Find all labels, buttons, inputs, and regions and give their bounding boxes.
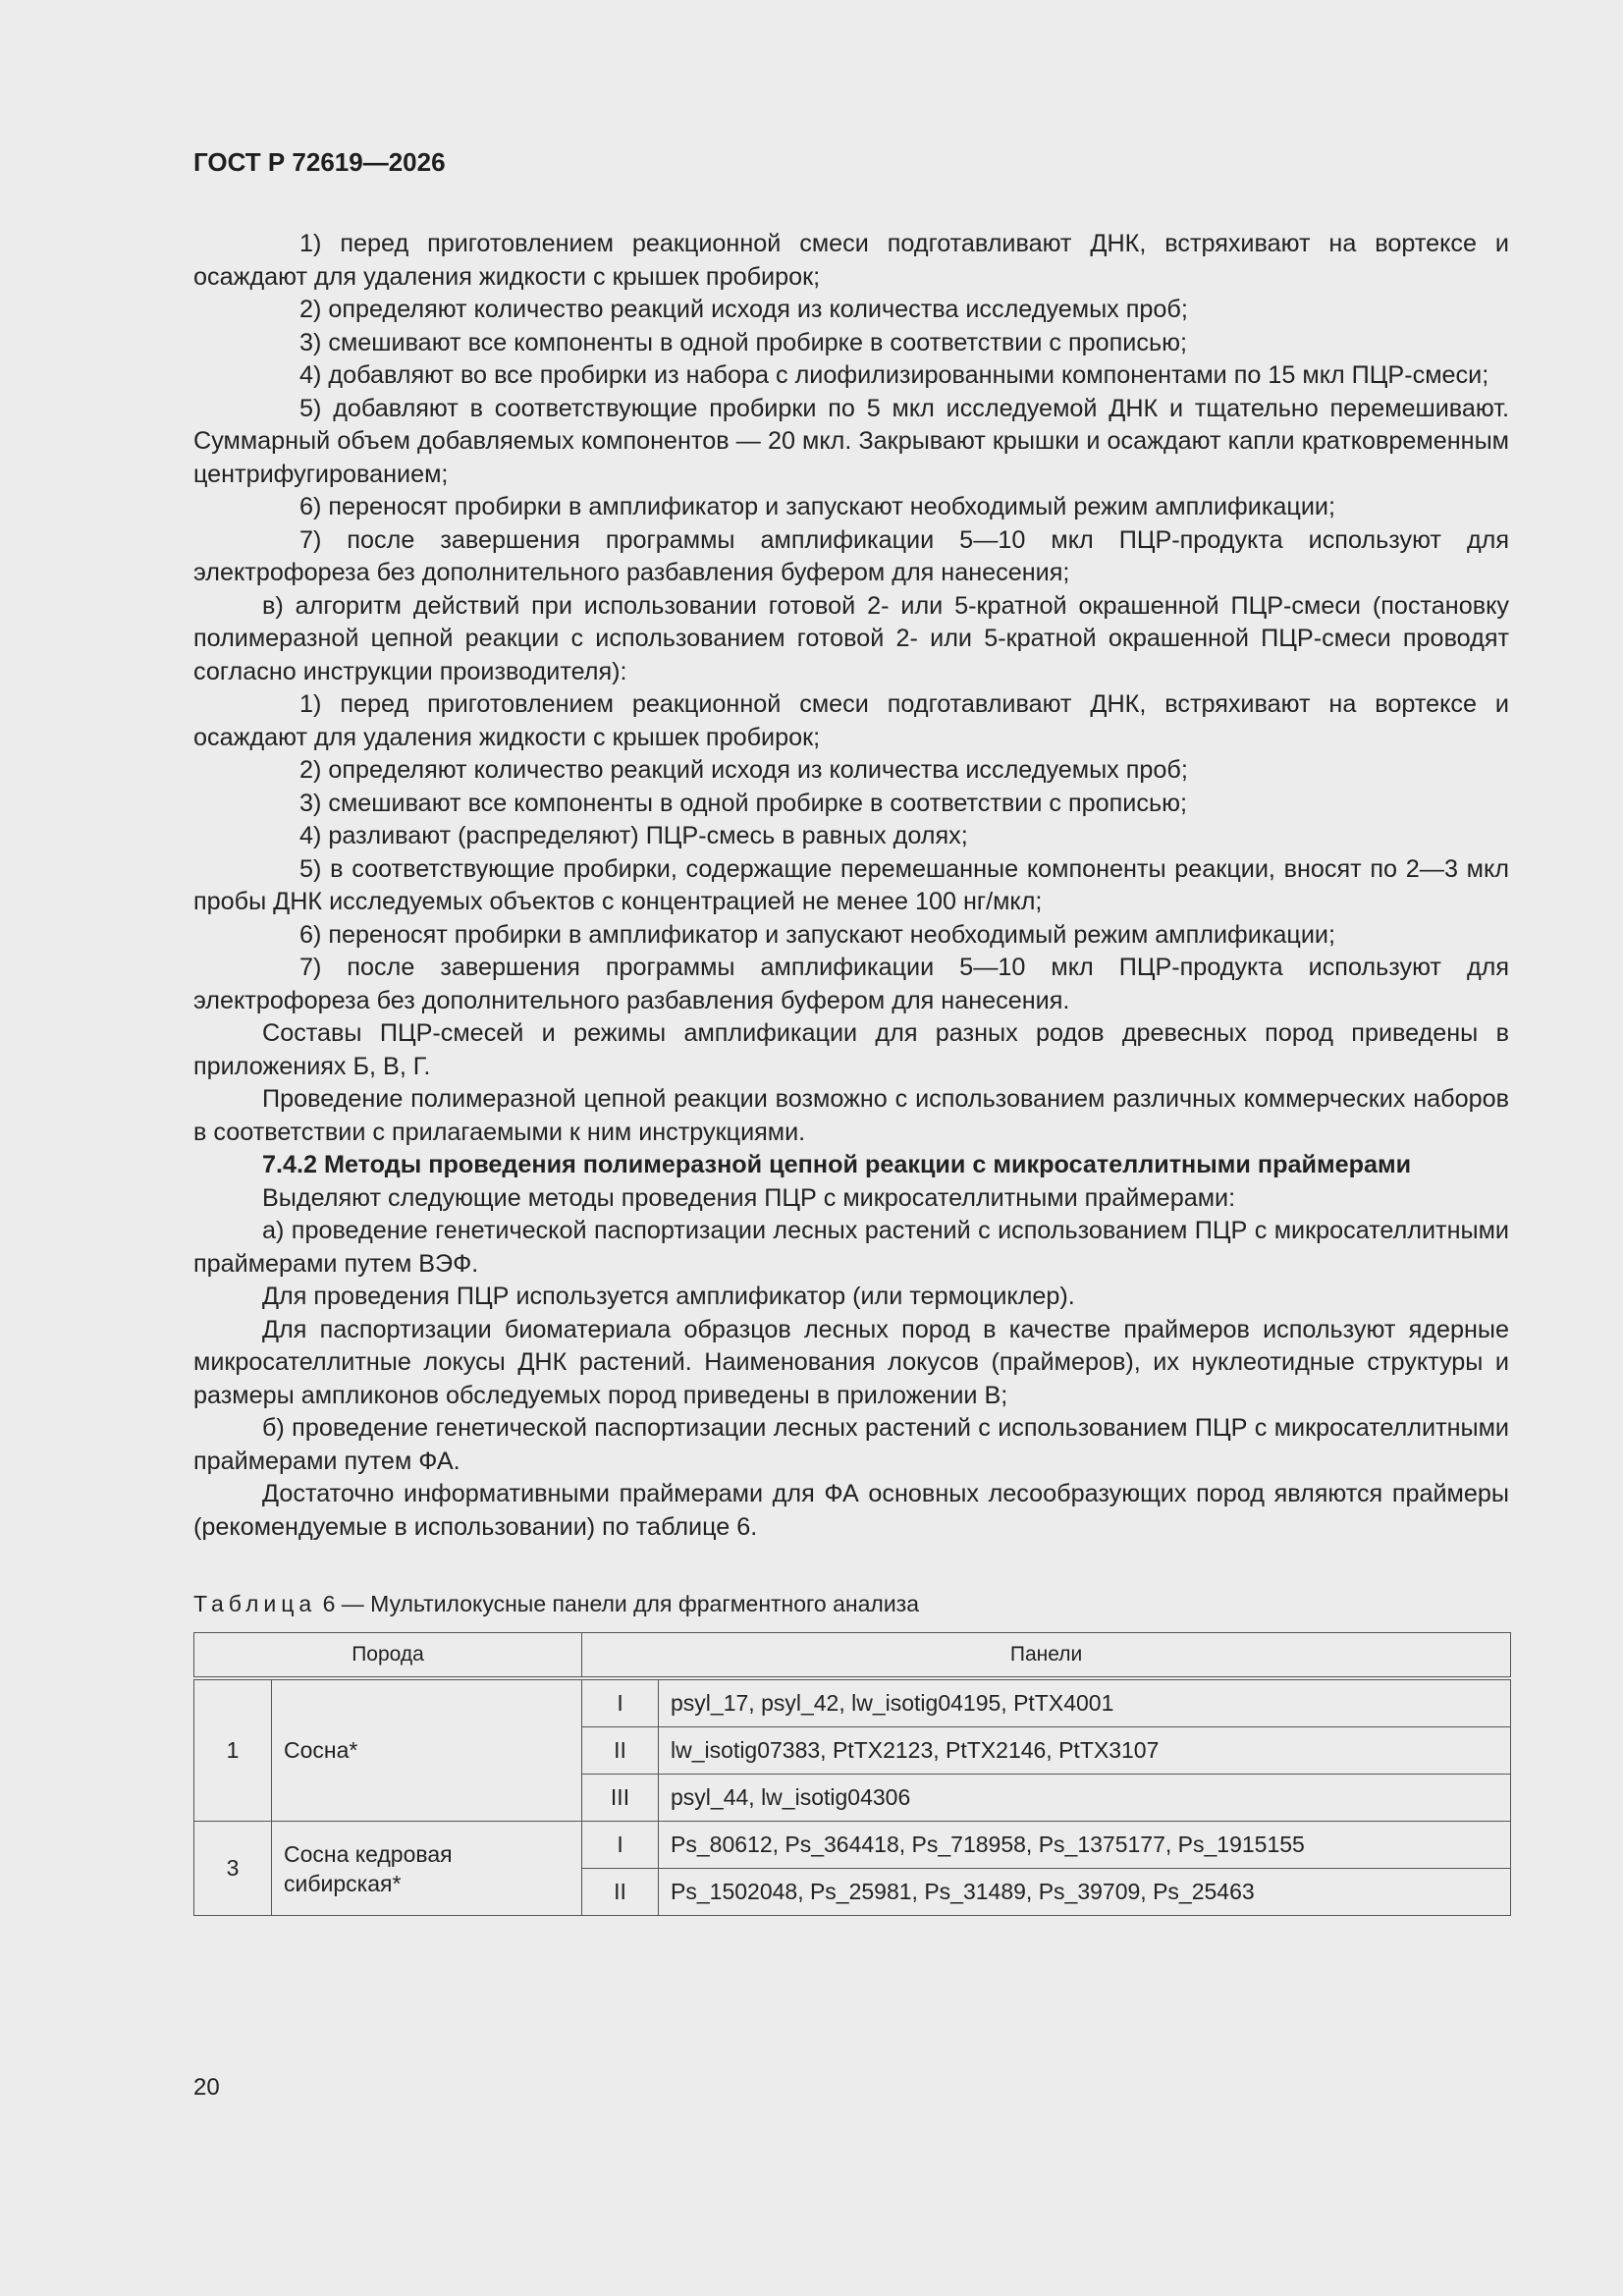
table-caption-title: 6 — Мультилокусные панели для фрагментного анализа — [316, 1591, 919, 1616]
table-row — [194, 1678, 1511, 1727]
panel-loci: Ps_1502048, Ps_25981, Ps_31489, Ps_39709, Ps_25463 — [659, 1869, 1511, 1916]
panel-number: I — [582, 1678, 659, 1727]
panel-loci: lw_isotig07383, PtTX2123, PtTX2146, PtTX3107 — [659, 1727, 1511, 1775]
paragraph: Для проведения ПЦР используется амплификатор (или термоциклер). — [262, 1283, 1075, 1310]
paragraph: 3) смешивают все компоненты в одной пробирке в соответствии с прописью; — [299, 328, 1187, 356]
breed-name: Сосна* — [272, 1678, 582, 1822]
table-header-row — [194, 1633, 1511, 1679]
panel-loci: psyl_44, lw_isotig04306 — [659, 1775, 1511, 1822]
paragraph: Проведение полимеразной цепной реакции возможно с использованием различных коммерческих наборов в соответствии с прилагаемыми к ним инструкциями. — [193, 1085, 1509, 1146]
paragraph: Достаточно информативными праймерами для ФА основных лесообразующих пород являются праймеры (рекомендуемые в использовании) по таблице 6. — [193, 1480, 1509, 1541]
paragraph: в) алгоритм действий при использовании готовой 2- или 5-кратной окрашенной ПЦР-смеси (постановку полимеразной цепной реакции с использованием готовой 2- или 5-кратной окрашенной ПЦР-смеси проводят согласно инструкции производителя): — [193, 591, 1509, 685]
panels-table — [193, 1632, 1511, 1916]
document-header: ГОСТ Р 72619—2026 — [193, 147, 446, 177]
row-number: 1 — [194, 1678, 272, 1822]
paragraph: 4) добавляют во все пробирки из набора с лиофилизированными компонентами по 15 мкл ПЦР-смеси; — [299, 361, 1489, 389]
paragraph: 4) разливают (распределяют) ПЦР-смесь в равных долях; — [299, 822, 968, 849]
paragraph: 1) перед приготовлением реакционной смеси подготавливают ДНК, встряхивают на вортексе и осаждают для удаления жидкости с крышек пробирок; — [193, 230, 1509, 291]
paragraph: Для паспортизации биоматериала образцов лесных пород в качестве праймеров используют ядерные микросателлитные локусы ДНК растений. Наименования локусов (праймеров), их нуклеотидные структуры и размеры ампликонов обследуемых пород приведены в приложении В; — [193, 1315, 1509, 1409]
paragraph: Выделяют следующие методы проведения ПЦР с микросателлитными праймерами: — [262, 1183, 1236, 1212]
row-number: 3 — [194, 1822, 272, 1916]
paragraph: 2) определяют количество реакций исходя из количества исследуемых проб; — [299, 756, 1188, 784]
breed-name-line: сибирская* — [284, 1870, 402, 1896]
paragraph: 1) перед приготовлением реакционной смеси подготавливают ДНК, встряхивают на вортексе и осаждают для удаления жидкости с крышек пробирок; — [193, 690, 1509, 751]
header-breed: Порода — [194, 1633, 582, 1679]
panel-number: III — [582, 1775, 659, 1822]
paragraph: а) проведение генетической паспортизации лесных растений с использованием ПЦР с микросателлитными праймерами путем ВЭФ. — [193, 1217, 1509, 1278]
header-panels: Панели — [582, 1633, 1511, 1679]
table-row — [194, 1822, 1511, 1869]
paragraph: 3) смешивают все компоненты в одной пробирке в соответствии с прописью; — [299, 789, 1187, 817]
paragraph: Составы ПЦР-смесей и режимы амплификации для разных родов древесных пород приведены в приложениях Б, В, Г. — [193, 1019, 1509, 1080]
panel-number: II — [582, 1869, 659, 1916]
panel-number: I — [582, 1822, 659, 1869]
paragraph: 5) в соответствующие пробирки, содержащие перемешанные компоненты реакции, вносят по 2—3 мкл пробы ДНК исследуемых объектов с концентрацией не менее 100 нг/мкл; — [193, 854, 1509, 915]
table-caption — [193, 1591, 919, 1617]
paragraph: 7.4.2 Методы проведения полимеразной цепной реакции с микросателлитными праймерами — [262, 1151, 1412, 1178]
breed-name-line: Сосна кедровая — [284, 1840, 453, 1867]
panel-loci: Ps_80612, Ps_364418, Ps_718958, Ps_1375177, Ps_1915155 — [659, 1822, 1511, 1869]
body-text — [193, 228, 1509, 1544]
paragraph: 6) переносят пробирки в амплификатор и запускают необходимый режим амплификации; — [299, 920, 1335, 949]
panel-loci: psyl_17, psyl_42, lw_isotig04195, PtTX4001 — [659, 1678, 1511, 1727]
paragraph: 6) переносят пробирки в амплификатор и запускают необходимый режим амплификации; — [299, 493, 1335, 520]
breed-name — [272, 1822, 582, 1916]
panel-number: II — [582, 1727, 659, 1775]
page-number: 20 — [193, 2074, 220, 2101]
paragraph: 7) после завершения программы амплификации 5—10 мкл ПЦР-продукта используют для электрофореза без дополнительного разбавления буфером для нанесения; — [193, 525, 1509, 586]
paragraph: 2) определяют количество реакций исходя из количества исследуемых проб; — [299, 296, 1188, 323]
paragraph: б) проведение генетической паспортизации лесных растений с использованием ПЦР с микросателлитными праймерами путем ФА. — [193, 1414, 1509, 1475]
paragraph: 5) добавляют в соответствующие пробирки по 5 мкл исследуемой ДНК и тщательно перемешивают. Суммарный объем добавляемых компонентов — 20 мкл. Закрывают крышки и осаждают капли кратковременным центрифугированием; — [193, 394, 1509, 488]
paragraph: 7) после завершения программы амплификации 5—10 мкл ПЦР-продукта используют для электрофореза без дополнительного разбавления буфером для нанесения. — [193, 954, 1509, 1014]
table-caption-lead: Таблица — [193, 1591, 317, 1616]
